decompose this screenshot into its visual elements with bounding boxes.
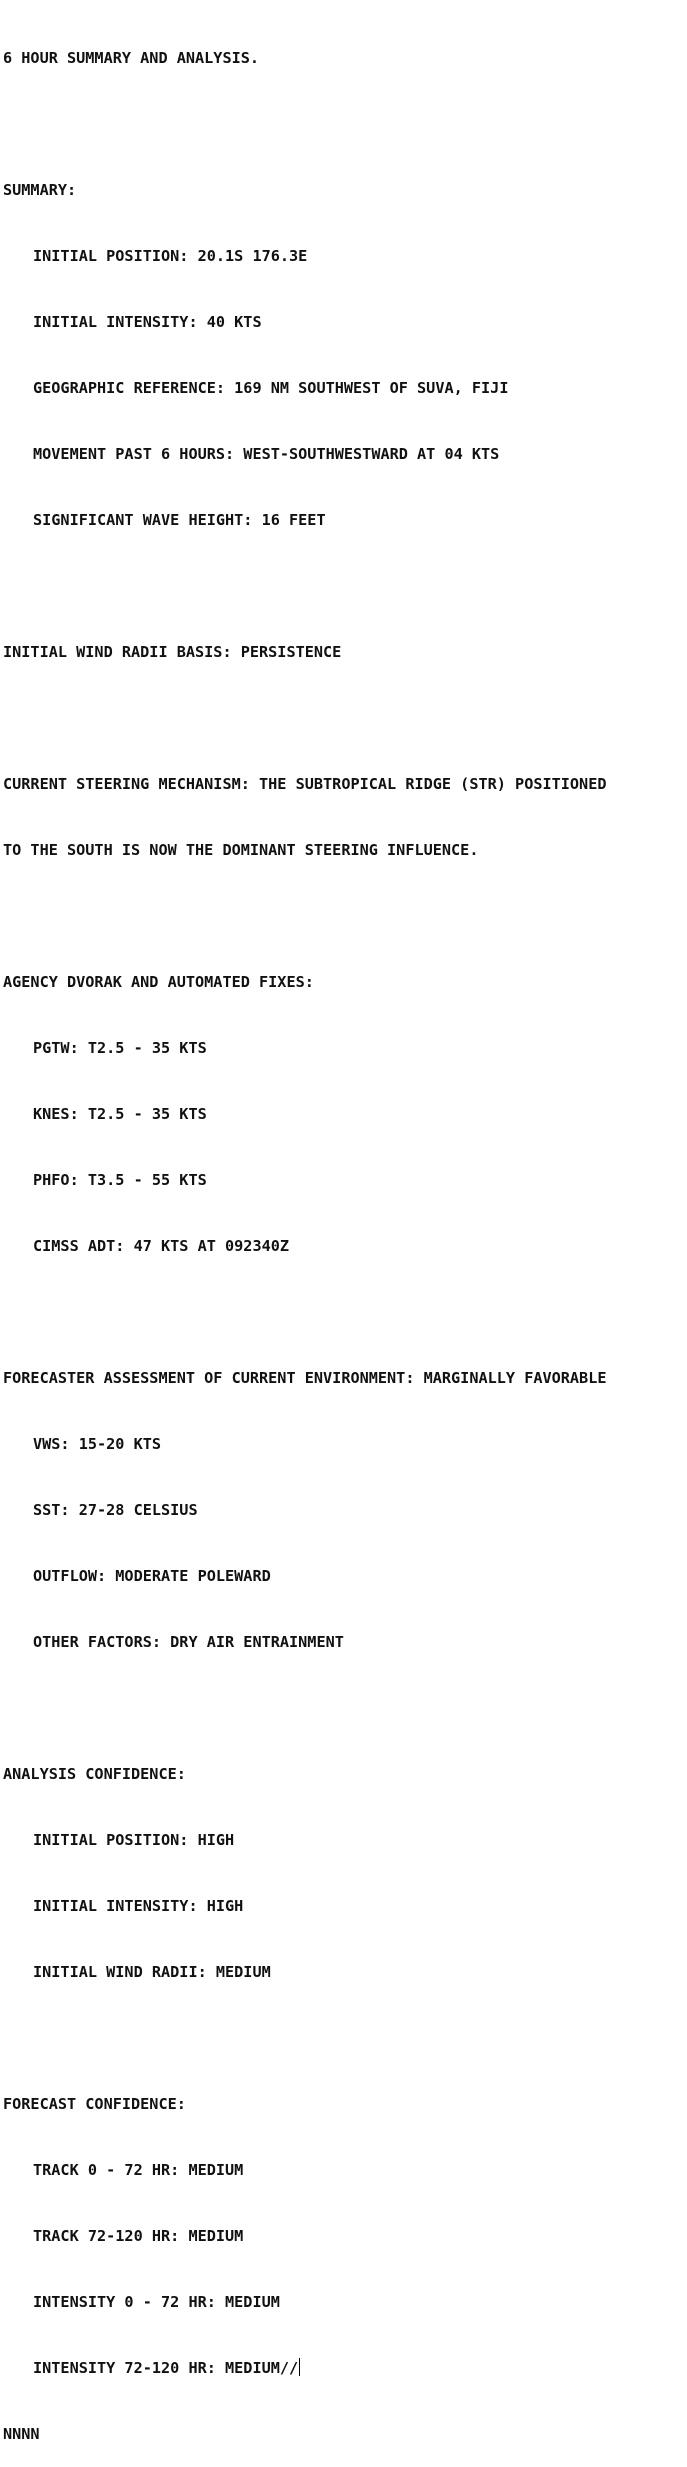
analysis-confidence-intensity: INITIAL INTENSITY: HIGH — [33, 1897, 244, 1915]
blank-line — [3, 1301, 606, 1323]
summary-initial-position: INITIAL POSITION: 20.1S 176.3E — [33, 247, 308, 265]
fixes-heading: AGENCY DVORAK AND AUTOMATED FIXES: — [3, 973, 314, 991]
analysis-confidence-position: INITIAL POSITION: HIGH — [33, 1831, 235, 1849]
end-marker: NNNN — [3, 2425, 40, 2443]
document-title: 6 HOUR SUMMARY AND ANALYSIS. — [3, 49, 260, 67]
blank-line — [3, 707, 606, 729]
summary-geographic-reference: GEOGRAPHIC REFERENCE: 169 NM SOUTHWEST OF SUVA, FIJI — [33, 379, 509, 397]
summary-movement: MOVEMENT PAST 6 HOURS: WEST-SOUTHWESTWARD AT 04 KTS — [33, 445, 500, 463]
steering-line-1: CURRENT STEERING MECHANISM: THE SUBTROPICAL RIDGE (STR) POSITIONED — [3, 775, 607, 793]
fix-pgtw: PGTW: T2.5 - 35 KTS — [33, 1039, 207, 1057]
fix-phfo: PHFO: T3.5 - 55 KTS — [33, 1171, 207, 1189]
fix-knes: KNES: T2.5 - 35 KTS — [33, 1105, 207, 1123]
summary-wave-height: SIGNIFICANT WAVE HEIGHT: 16 FEET — [33, 511, 326, 529]
text-document[interactable] — [3, 3, 606, 2467]
forecast-intensity-72-120-line — [3, 2357, 606, 2379]
steering-line-2: TO THE SOUTH IS NOW THE DOMINANT STEERING INFLUENCE. — [3, 841, 479, 859]
blank-line — [3, 1697, 606, 1719]
environment-other-factors: OTHER FACTORS: DRY AIR ENTRAINMENT — [33, 1633, 344, 1651]
blank-line — [3, 575, 606, 597]
summary-initial-intensity: INITIAL INTENSITY: 40 KTS — [33, 313, 262, 331]
text-cursor — [299, 2358, 300, 2376]
forecast-intensity-72-120: INTENSITY 72-120 HR: MEDIUM// — [33, 2359, 299, 2377]
analysis-confidence-heading: ANALYSIS CONFIDENCE: — [3, 1765, 186, 1783]
environment-vws: VWS: 15-20 KTS — [33, 1435, 162, 1453]
environment-sst: SST: 27-28 CELSIUS — [33, 1501, 198, 1519]
environment-heading: FORECASTER ASSESSMENT OF CURRENT ENVIRONMENT: MARGINALLY FAVORABLE — [3, 1369, 607, 1387]
summary-heading: SUMMARY: — [3, 181, 77, 199]
fix-cimss: CIMSS ADT: 47 KTS AT 092340Z — [33, 1237, 290, 1255]
blank-line — [3, 2027, 606, 2049]
blank-line — [3, 113, 606, 135]
wind-radii-basis: INITIAL WIND RADII BASIS: PERSISTENCE — [3, 643, 342, 661]
environment-outflow: OUTFLOW: MODERATE POLEWARD — [33, 1567, 271, 1585]
forecast-intensity-0-72: INTENSITY 0 - 72 HR: MEDIUM — [33, 2293, 280, 2311]
analysis-confidence-wind-radii: INITIAL WIND RADII: MEDIUM — [33, 1963, 271, 1981]
forecast-confidence-heading: FORECAST CONFIDENCE: — [3, 2095, 186, 2113]
forecast-track-72-120: TRACK 72-120 HR: MEDIUM — [33, 2227, 244, 2245]
forecast-track-0-72: TRACK 0 - 72 HR: MEDIUM — [33, 2161, 244, 2179]
blank-line — [3, 905, 606, 927]
